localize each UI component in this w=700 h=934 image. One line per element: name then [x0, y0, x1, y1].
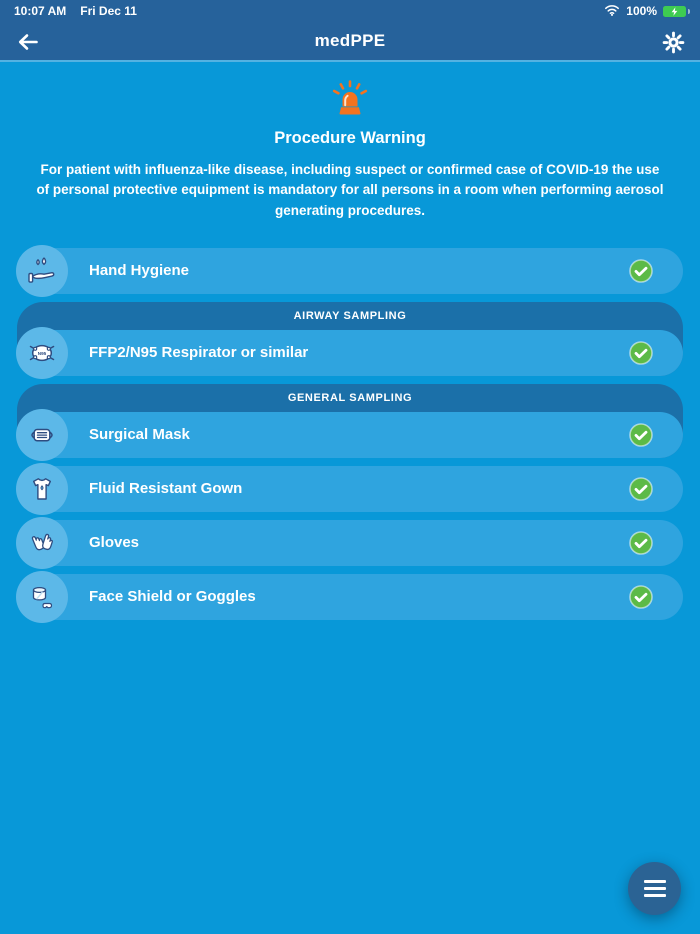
check-icon — [629, 341, 653, 365]
checklist-row-fluid-resistant-gown[interactable] — [17, 466, 683, 512]
checklist-label: Fluid Resistant Gown — [89, 480, 243, 498]
battery-icon — [663, 6, 686, 17]
wifi-icon — [604, 4, 620, 19]
check-icon — [629, 259, 653, 283]
check-icon — [629, 477, 653, 501]
app-title: medPPE — [314, 31, 386, 50]
battery-percent: 100% — [626, 4, 657, 18]
hand-hygiene-icon — [16, 245, 68, 297]
checklist-label: FFP2/N95 Respirator or similar — [89, 344, 309, 362]
nav-bar — [0, 22, 700, 62]
checklist-row-surgical-mask[interactable] — [17, 412, 683, 458]
group-header: AIRWAY SAMPLING — [293, 309, 407, 322]
menu-fab-button[interactable] — [628, 862, 681, 915]
check-icon — [629, 423, 653, 447]
checklist-row-gloves[interactable] — [17, 520, 683, 566]
menu-icon — [644, 880, 666, 898]
svg-text:N95: N95 — [37, 350, 47, 356]
surgical-mask-icon — [16, 409, 68, 461]
face-shield-icon — [16, 571, 68, 623]
checklist-label: Face Shield or Goggles — [89, 588, 256, 606]
gloves-icon — [16, 517, 68, 569]
warning-section — [0, 62, 700, 221]
status-bar — [0, 0, 700, 22]
warning-body: For patient with influenza-like disease, including suspect or confirmed case of COVID-19 the use of personal protective equipment is mandatory for all persons in a room when performing aerosol generating procedures. — [36, 162, 664, 218]
respirator-icon — [16, 327, 68, 379]
checklist-label: Surgical Mask — [89, 426, 190, 444]
check-icon — [629, 585, 653, 609]
group-general-sampling — [17, 384, 683, 458]
back-arrow-icon[interactable] — [16, 29, 42, 55]
status-time: 10:07 AM — [14, 4, 67, 18]
gear-icon[interactable] — [660, 29, 686, 55]
checklist-row-ffp2-respirator[interactable] — [17, 330, 683, 376]
check-icon — [629, 531, 653, 555]
ppe-checklist — [17, 248, 683, 620]
checklist-label: Gloves — [89, 534, 140, 552]
checklist-row-hand-hygiene[interactable] — [17, 248, 683, 294]
group-header: GENERAL SAMPLING — [287, 391, 413, 404]
group-airway-sampling — [17, 302, 683, 376]
siren-icon — [327, 80, 373, 123]
checklist-row-face-shield-goggles[interactable] — [17, 574, 683, 620]
warning-title: Procedure Warning — [274, 129, 426, 147]
checklist-label: Hand Hygiene — [89, 262, 190, 280]
status-date: Fri Dec 11 — [80, 4, 137, 18]
gown-icon — [16, 463, 68, 515]
